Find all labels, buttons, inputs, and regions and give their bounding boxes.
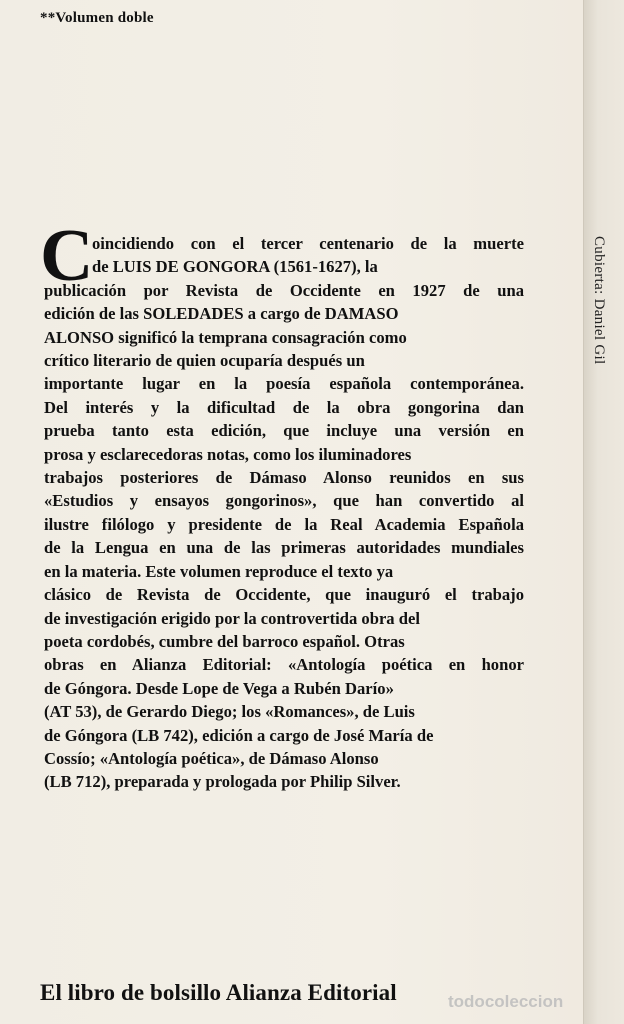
blurb-line: poeta cordobés, cumbre del barroco español. Otras [44,631,405,651]
blurb-line: publicación por Revista de Occidente en 1927 de una [44,280,524,300]
blurb-line: (AT 53), de Gerardo Diego; los «Romances», de Luis [44,702,415,722]
blurb-line: prosa y esclarecedoras notas, como los iluminadores [44,444,412,464]
blurb-line: de LUIS DE GONGORA (1561-1627), la [92,257,378,277]
blurb-line: crítico literario de quien ocuparía después un [44,351,365,371]
blurb-line: en la materia. Este volumen reproduce el texto ya [44,561,394,581]
blurb-line: ALONSO significó la temprana consagración como [44,327,407,347]
blurb-line: oincidiendo con el tercer centenario de la muerte [92,234,524,253]
series-title: El libro de bolsillo Alianza Editorial [40,980,397,1005]
watermark: todocoleccion [448,992,564,1011]
blurb-line: Del interés y la dificultad de la obra gongorina dan [44,397,524,417]
blurb-line: trabajos posteriores de Dámaso Alonso reunidos en sus [44,468,524,488]
blurb-line: Cossío; «Antología poética», de Dámaso Alonso [44,748,379,768]
drop-cap: C [40,215,94,297]
blurb-line: de la Lengua en una de las primeras autoridades mundiales [44,538,524,558]
blurb-line: «Estudios y ensayos gongorinos», que han convertido al [44,491,524,511]
cover-credit: Cubierta: Daniel Gil [591,236,607,365]
blurb-line: ilustre filólogo y presidente de la Real Academia Española [44,514,524,534]
blurb-line: importante lugar en la poesía española contemporánea. [44,374,524,394]
blurb-line: de investigación erigido por la controvertida obra del [44,608,420,628]
blurb-line: edición de las SOLEDADES a cargo de DAMASO [44,304,399,324]
blurb-text [44,232,524,794]
volume-label: **Volumen doble [40,10,154,26]
page-edge [583,0,624,1024]
blurb-line: obras en Alianza Editorial: «Antología poética en honor [44,655,524,675]
blurb-line: prueba tanto esta edición, que incluye una versión en [44,421,524,441]
blurb-line: de Góngora (LB 742), edición a cargo de José María de [44,725,434,745]
blurb-line: clásico de Revista de Occidente, que inauguró el trabajo [44,585,524,605]
blurb-line: (LB 712), preparada y prologada por Philip Silver. [44,772,401,792]
blurb-line: de Góngora. Desde Lope de Vega a Rubén Darío» [44,678,394,698]
